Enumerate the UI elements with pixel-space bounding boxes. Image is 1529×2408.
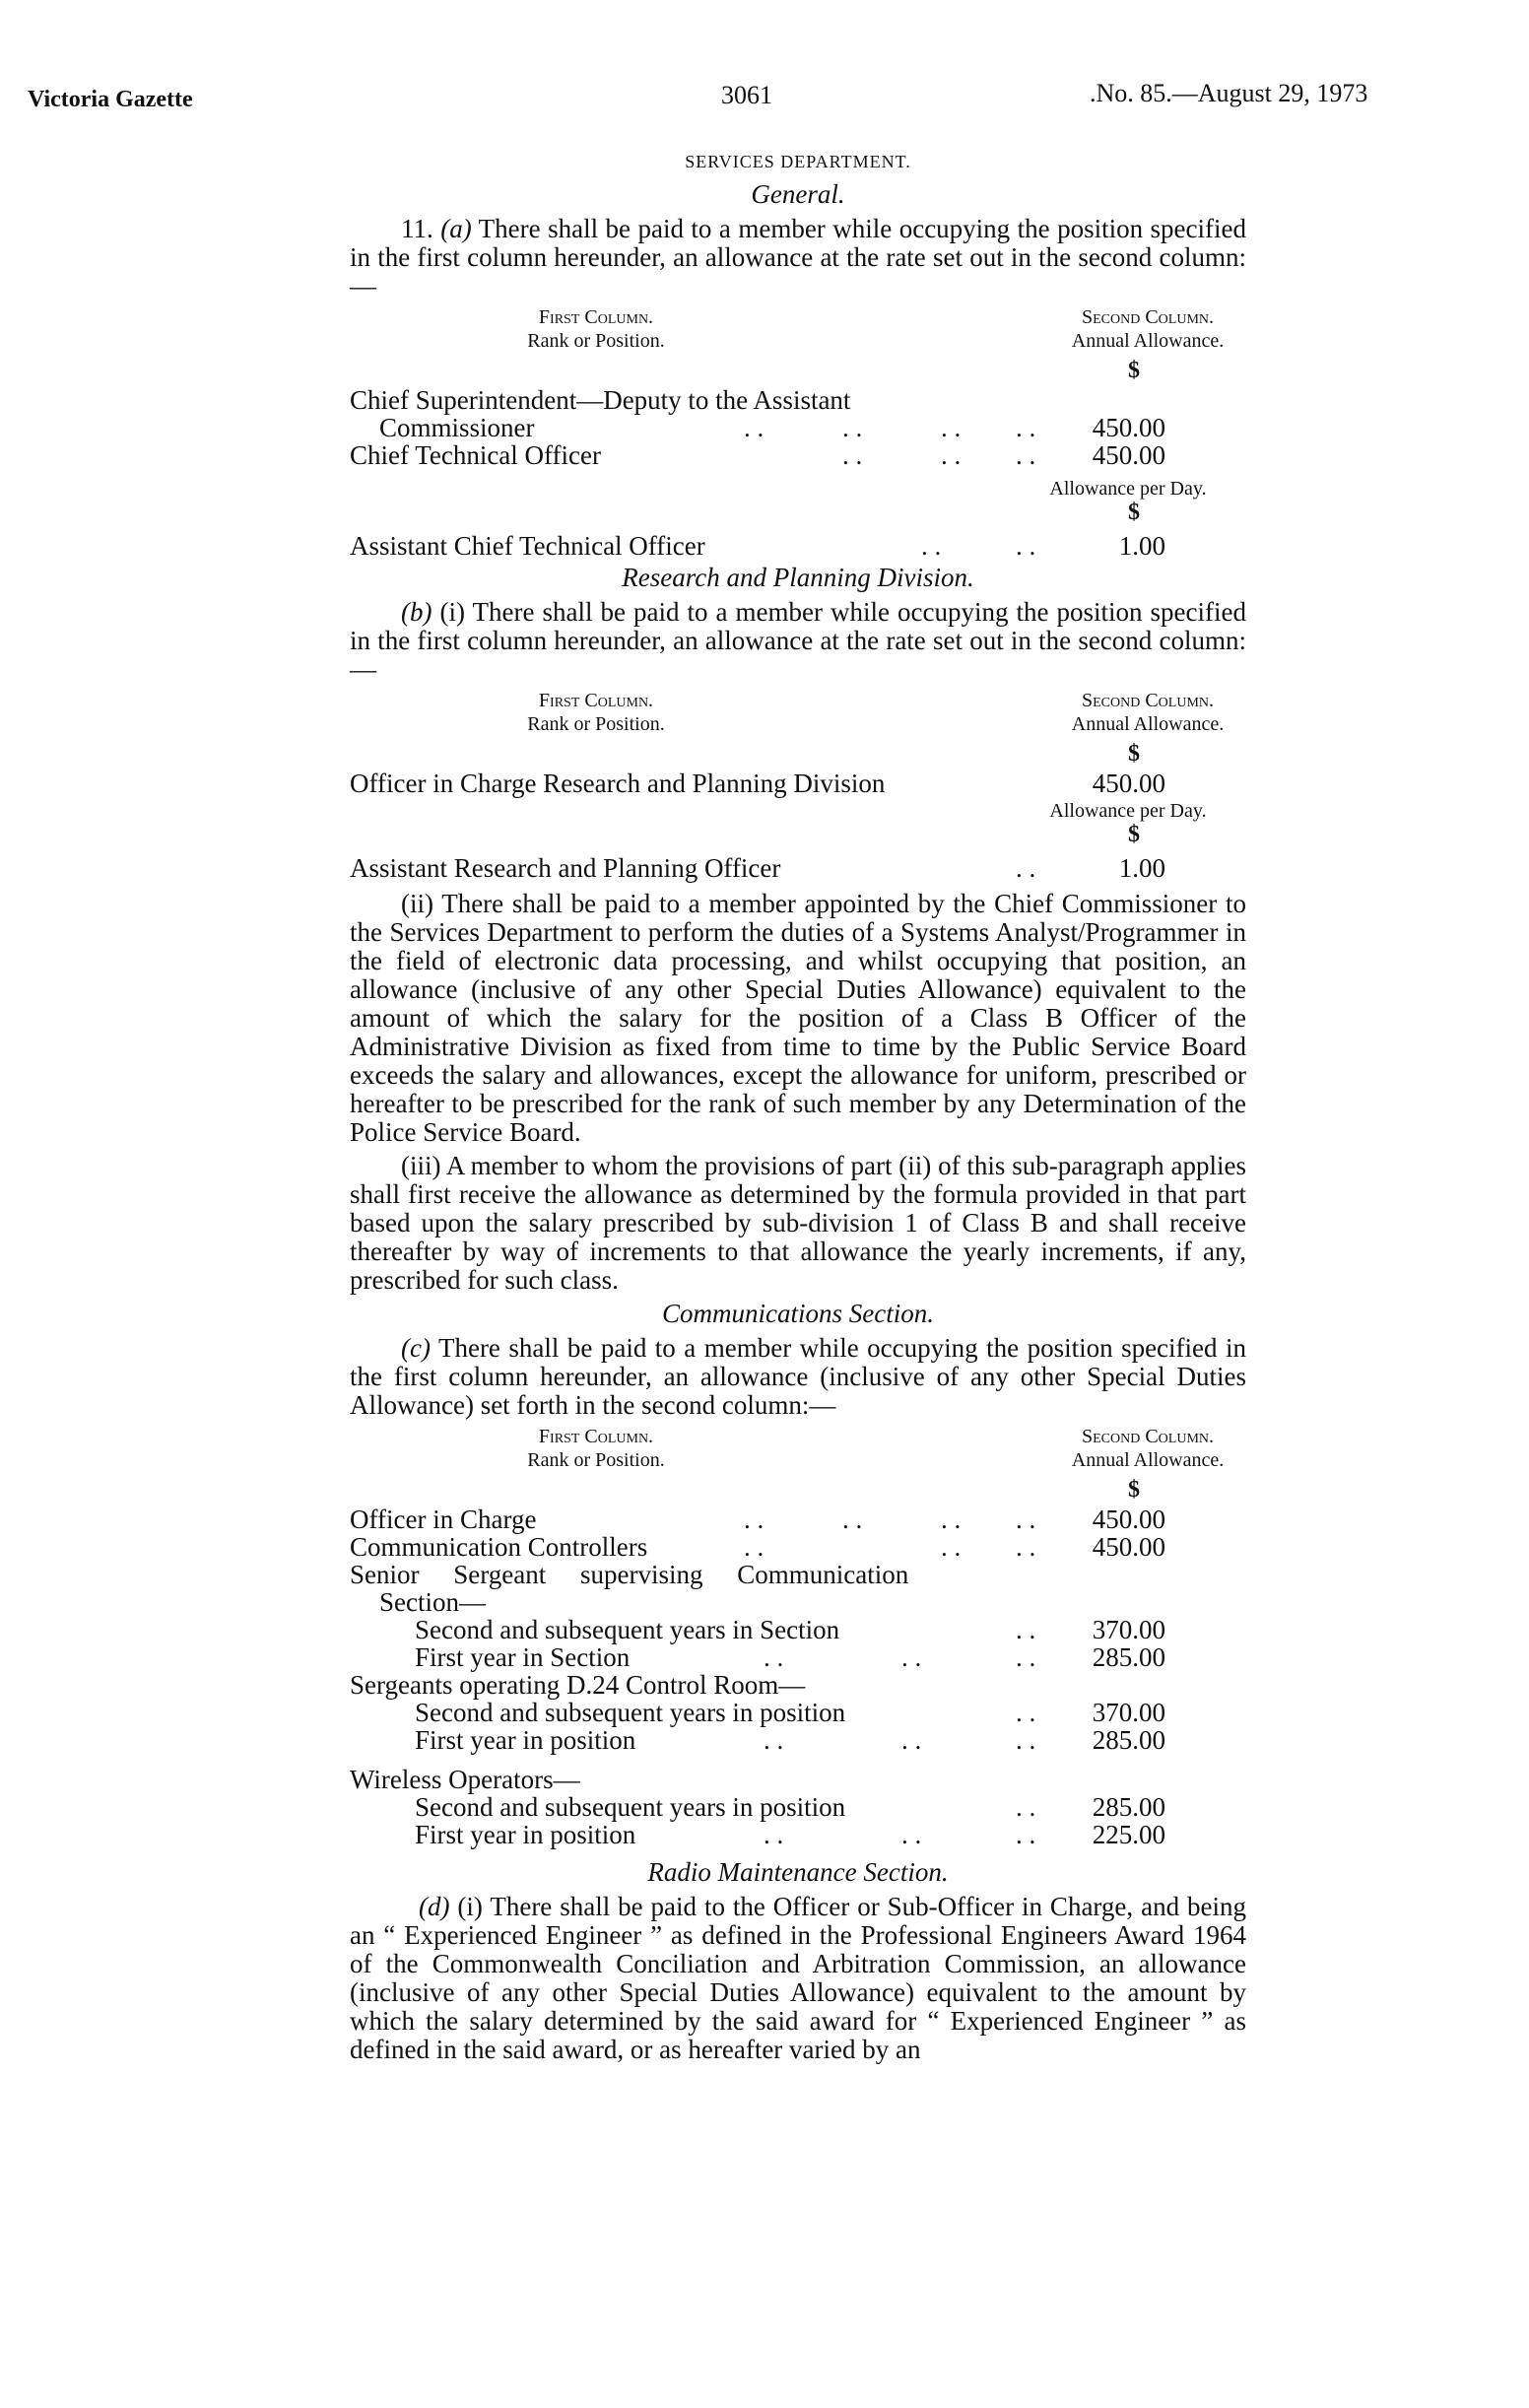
column-headers-general — [350, 305, 1246, 357]
currency-symbol: $ — [1128, 500, 1140, 525]
table-row: Officer in Charge . . . . . . . . 450.00 — [350, 1505, 1165, 1534]
currency-symbol: $ — [1128, 741, 1140, 767]
currency-symbol: $ — [1128, 1477, 1140, 1503]
currency-symbol: $ — [1128, 822, 1140, 847]
paragraph-11a: 11. (a) There shall be paid to a member while occupying the position specified in the first column hereunder, an allowance at the rate set out in the second column:— — [350, 214, 1247, 301]
column-headers-communications: First Column. Rank or Position. Second Column. Annual Allowance. — [527, 1426, 1225, 1471]
paragraph-b-i: (b) (i) There shall be paid to a member while occupying the position specified in the first column hereunder, an allowance at the rate set out in the second column:— — [350, 597, 1246, 684]
table-row: Second and subsequent years in Section . . 370.00 — [415, 1615, 1165, 1644]
allowance-value: 1.00 — [1118, 853, 1165, 883]
table-row: Section— — [379, 1587, 486, 1617]
paragraph-d-i: (d) (i) There shall be paid to the Officer or Sub-Officer in Charge, and being an “ Experienced Engineer ” as defined in the Professional Engineers Award 1964 of the Commonwealth Conciliation and Arbitration Commission, an allowance (inclusive of any other Special Duties Allowance) equivalent to the amount by which the salary determined by the said award for “ Experienced Engineer ” as defined in the said award, or as hereafter varied by an — [350, 1892, 1246, 2064]
per-day-title: Allowance per Day. — [1049, 800, 1207, 822]
paragraph-b-ii: (ii) There shall be paid to a member appointed by the Chief Commissioner to the Services Department to perform the duties of a Systems Analyst/Programmer in the field of electronic data processing, and whilst occupying that position, an allowance (inclusive of any other Special Duties Allowance) equivalent to the amount of which the salary for the position of a Class B Officer of the Administrative Division as fixed from time to time by the Public Service Board exceeds the salary and allowances, except the allowance for uniform, prescribed or hereafter to be prescribed for the rank of such member by any Determination of the Police Service Board. — [350, 889, 1246, 1147]
first-column-subtitle: Rank or Position. — [527, 330, 665, 352]
page-number: 3061 — [721, 81, 772, 109]
table-row: Assistant Chief Technical Officer . . . . 1.00 — [350, 531, 1165, 561]
table-row: Second and subsequent years in position . . 370.00 — [415, 1698, 1165, 1727]
table-row: Chief Superintendent—Deputy to the Assistant — [350, 385, 851, 415]
table-row: Second and subsequent years in position . . 285.00 — [415, 1792, 1165, 1822]
table-row: Chief Technical Officer . . . . . . 450.00 — [350, 440, 1165, 470]
department-title: SERVICES DEPARTMENT. — [685, 152, 911, 171]
per-day-title: Allowance per Day. — [1049, 478, 1207, 500]
first-column-title: First Column. — [538, 306, 654, 328]
allowance-value: 370.00 — [1092, 1698, 1165, 1727]
table-row: Assistant Research and Planning Officer . . 1.00 — [350, 853, 1165, 883]
allowance-value: 370.00 — [1092, 1615, 1165, 1644]
allowance-value: 225.00 — [1092, 1820, 1165, 1849]
publication-name: Victoria Gazette — [28, 87, 193, 112]
allowance-value: 450.00 — [1092, 1505, 1165, 1534]
second-column-subtitle: Annual Allowance. — [1071, 330, 1225, 352]
document-body — [350, 148, 1246, 2069]
heading-general: General. — [751, 179, 845, 209]
table-row: Sergeants operating D.24 Control Room— — [350, 1670, 806, 1700]
table-row: Wireless Operators— — [350, 1765, 580, 1794]
table-row: First year in Section . . . . . . 285.00 — [415, 1642, 1165, 1672]
table-row: First year in position . . . . . . 285.00 — [415, 1725, 1165, 1755]
allowance-value: 450.00 — [1092, 440, 1165, 470]
allowance-value: 450.00 — [1092, 413, 1165, 442]
table-row: Communication Controllers . . . . . . 450.00 — [350, 1532, 1165, 1562]
currency-symbol: $ — [1128, 358, 1140, 383]
heading-radio-maintenance: Radio Maintenance Section. — [647, 1857, 949, 1887]
allowance-value: 450.00 — [1092, 1532, 1165, 1562]
heading-research-planning: Research and Planning Division. — [622, 563, 974, 592]
table-row: First year in position . . . . . . 225.00 — [415, 1820, 1165, 1849]
allowance-value: 285.00 — [1092, 1792, 1165, 1822]
allowance-value: 1.00 — [1118, 531, 1165, 561]
second-column-title: Second Column. — [1081, 306, 1214, 328]
allowance-value: 285.00 — [1092, 1725, 1165, 1755]
heading-communications: Communications Section. — [662, 1299, 934, 1328]
table-row: Senior Sergeant supervising Communication — [350, 1560, 909, 1589]
paragraph-b-iii: (iii) A member to whom the provisions of part (ii) of this sub-paragraph applies shall first receive the allowance as determined by the formula provided in that part based upon the salary prescribed by sub-division 1 of Class B and shall receive thereafter by way of increments to that allowance the yearly increments, if any, prescribed for such class. — [350, 1151, 1246, 1295]
page-header — [0, 77, 1529, 116]
table-row: Officer in Charge Research and Planning Division 450.00 — [350, 769, 1165, 798]
column-headers-research: First Column. Rank or Position. Second Column. Annual Allowance. — [527, 690, 1225, 735]
paragraph-c: (c) There shall be paid to a member while occupying the position specified in the first column hereunder, an allowance (inclusive of any other Special Duties Allowance) set forth in the second column:— — [350, 1333, 1246, 1420]
allowance-value: 285.00 — [1092, 1642, 1165, 1672]
allowance-value: 450.00 — [1092, 769, 1165, 798]
table-row: Commissioner . . . . . . . . 450.00 — [379, 413, 1165, 442]
issue-date: .No. 85.—August 29, 1973 — [1090, 79, 1368, 107]
